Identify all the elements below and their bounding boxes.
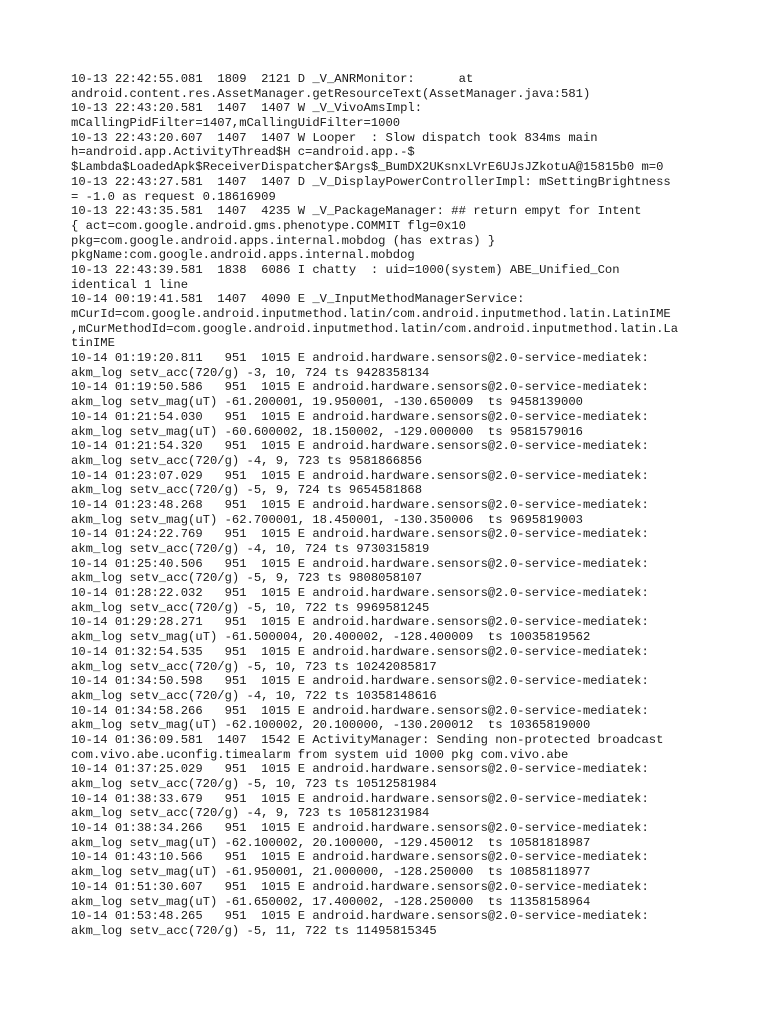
log-line: tinIME bbox=[71, 336, 115, 351]
log-line: akm_log setv_acc(720/g) -4, 9, 723 ts 9581866856 bbox=[71, 453, 423, 468]
log-line: 10-14 01:34:58.266 951 1015 E android.hardware.sensors@2.0-service-mediatek: bbox=[71, 703, 649, 718]
log-line: { act=com.google.android.gms.phenotype.COMMIT flg=0x10 bbox=[71, 218, 466, 233]
log-line: com.vivo.abe.uconfig.timealarm from system uid 1000 pkg com.vivo.abe bbox=[71, 747, 569, 762]
log-line: 10-13 22:43:20.581 1407 1407 W _V_VivoAmsImpl: bbox=[71, 101, 423, 116]
log-line: 10-14 01:19:50.586 951 1015 E android.hardware.sensors@2.0-service-mediatek: bbox=[71, 380, 649, 395]
log-line: akm_log setv_mag(uT) -61.650002, 17.400002, -128.250000 ts 11358158964 bbox=[71, 894, 591, 909]
log-line: akm_log setv_acc(720/g) -4, 10, 724 ts 9730315819 bbox=[71, 542, 430, 556]
log-line: = -1.0 as request 0.18616909 bbox=[71, 189, 276, 204]
log-line: akm_log setv_acc(720/g) -5, 10, 722 ts 9969581245 bbox=[71, 600, 430, 615]
log-line: akm_log setv_mag(uT) -61.950001, 21.000000, -128.250000 ts 10858118977 bbox=[71, 865, 591, 880]
log-line: 10-14 01:37:25.029 951 1015 E android.hardware.sensors@2.0-service-mediatek: bbox=[71, 762, 649, 777]
log-line: 10-14 00:19:41.581 1407 4090 E _V_InputMethodManagerService: bbox=[71, 292, 525, 307]
log-line: mCallingPidFilter=1407,mCallingUidFilter=1000 bbox=[71, 116, 401, 131]
log-line: 10-13 22:42:55.081 1809 2121 D _V_ANRMonitor: at bbox=[71, 72, 474, 86]
log-line: 10-14 01:23:07.029 951 1015 E android.hardware.sensors@2.0-service-mediatek: bbox=[71, 468, 649, 483]
log-line: akm_log setv_mag(uT) -62.100002, 20.100000, -129.450012 ts 10581818987 bbox=[71, 835, 591, 850]
log-line: pkg=com.google.android.apps.internal.mobdog (has extras) } bbox=[71, 233, 496, 248]
log-line: 10-14 01:43:10.566 951 1015 E android.hardware.sensors@2.0-service-mediatek: bbox=[71, 850, 649, 865]
log-line: akm_log setv_mag(uT) -62.700001, 18.450001, -130.350006 ts 9695819003 bbox=[71, 512, 583, 527]
log-line: 10-14 01:32:54.535 951 1015 E android.hardware.sensors@2.0-service-mediatek: bbox=[71, 644, 649, 659]
log-line: 10-14 01:38:33.679 951 1015 E android.hardware.sensors@2.0-service-mediatek: bbox=[71, 791, 649, 806]
log-line: akm_log setv_acc(720/g) -5, 9, 723 ts 9808058107 bbox=[71, 571, 423, 586]
log-line: 10-14 01:34:50.598 951 1015 E android.hardware.sensors@2.0-service-mediatek: bbox=[71, 674, 649, 689]
log-line: akm_log setv_mag(uT) -61.200001, 19.950001, -130.650009 ts 9458139000 bbox=[71, 395, 583, 410]
log-line: akm_log setv_mag(uT) -61.500004, 20.400002, -128.400009 ts 10035819562 bbox=[71, 630, 591, 645]
log-line: 10-14 01:29:28.271 951 1015 E android.hardware.sensors@2.0-service-mediatek: bbox=[71, 615, 649, 630]
log-line: 10-14 01:21:54.030 951 1015 E android.hardware.sensors@2.0-service-mediatek: bbox=[71, 409, 649, 424]
log-line: 10-13 22:43:39.581 1838 6086 I chatty : uid=1000(system) ABE_Unified_Con bbox=[71, 262, 620, 277]
log-line: android.content.res.AssetManager.getResourceText(AssetManager.java:581) bbox=[71, 86, 591, 101]
log-line: 10-14 01:24:22.769 951 1015 E android.hardware.sensors@2.0-service-mediatek: bbox=[71, 527, 649, 542]
log-line: akm_log setv_acc(720/g) -4, 10, 722 ts 10358148616 bbox=[71, 688, 437, 703]
log-line: 10-14 01:19:20.811 951 1015 E android.hardware.sensors@2.0-service-mediatek: bbox=[71, 351, 649, 366]
log-line: 10-13 22:43:27.581 1407 1407 D _V_DisplayPowerControllerImpl: mSettingBrightness bbox=[71, 174, 671, 189]
log-line: 10-14 01:53:48.265 951 1015 E android.hardware.sensors@2.0-service-mediatek: bbox=[71, 909, 649, 924]
log-line: akm_log setv_acc(720/g) -5, 9, 724 ts 9654581868 bbox=[71, 483, 423, 498]
log-line: 10-14 01:25:40.506 951 1015 E android.hardware.sensors@2.0-service-mediatek: bbox=[71, 556, 649, 571]
log-line: akm_log setv_mag(uT) -60.600002, 18.150002, -129.000000 ts 9581579016 bbox=[71, 424, 583, 439]
log-line: 10-13 22:43:35.581 1407 4235 W _V_PackageManager: ## return empyt for Intent bbox=[71, 204, 642, 219]
log-line: mCurId=com.google.android.inputmethod.latin/com.android.inputmethod.latin.LatinIME bbox=[71, 307, 671, 321]
log-line: 10-14 01:21:54.320 951 1015 E android.hardware.sensors@2.0-service-mediatek: bbox=[71, 439, 649, 454]
log-line: pkgName:com.google.android.apps.internal.mobdog bbox=[71, 248, 415, 263]
log-line: akm_log setv_acc(720/g) -4, 9, 723 ts 10581231984 bbox=[71, 806, 430, 821]
log-line: 10-14 01:36:09.581 1407 1542 E ActivityManager: Sending non-protected broadcast bbox=[71, 732, 664, 747]
log-line: 10-13 22:43:20.607 1407 1407 W Looper : Slow dispatch took 834ms main bbox=[71, 130, 598, 145]
log-line: h=android.app.ActivityThread$H c=android.app.-$ bbox=[71, 145, 415, 160]
log-line: akm_log setv_acc(720/g) -5, 10, 723 ts 10242085817 bbox=[71, 659, 437, 674]
log-line: akm_log setv_acc(720/g) -3, 10, 724 ts 9428358134 bbox=[71, 365, 430, 380]
log-line: akm_log setv_acc(720/g) -5, 11, 722 ts 11495815345 bbox=[71, 923, 437, 938]
log-line: identical 1 line bbox=[71, 277, 189, 292]
log-line: 10-14 01:51:30.607 951 1015 E android.hardware.sensors@2.0-service-mediatek: bbox=[71, 879, 649, 894]
log-line: 10-14 01:38:34.266 951 1015 E android.hardware.sensors@2.0-service-mediatek: bbox=[71, 821, 649, 836]
log-line: 10-14 01:28:22.032 951 1015 E android.hardware.sensors@2.0-service-mediatek: bbox=[71, 586, 649, 601]
log-line: ,mCurMethodId=com.google.android.inputmethod.latin/com.android.inputmethod.latin.La bbox=[71, 321, 679, 336]
log-line: 10-14 01:23:48.268 951 1015 E android.hardware.sensors@2.0-service-mediatek: bbox=[71, 497, 649, 512]
log-line: akm_log setv_mag(uT) -62.100002, 20.100000, -130.200012 ts 10365819000 bbox=[71, 718, 591, 733]
log-text-body bbox=[71, 72, 678, 939]
log-line: $Lambda$LoadedApk$ReceiverDispatcher$Args$_BumDX2UKsnxLVrE6UJsJZkotuA@15815b0 m=0 bbox=[71, 160, 664, 175]
log-line: akm_log setv_acc(720/g) -5, 10, 723 ts 10512581984 bbox=[71, 777, 437, 791]
